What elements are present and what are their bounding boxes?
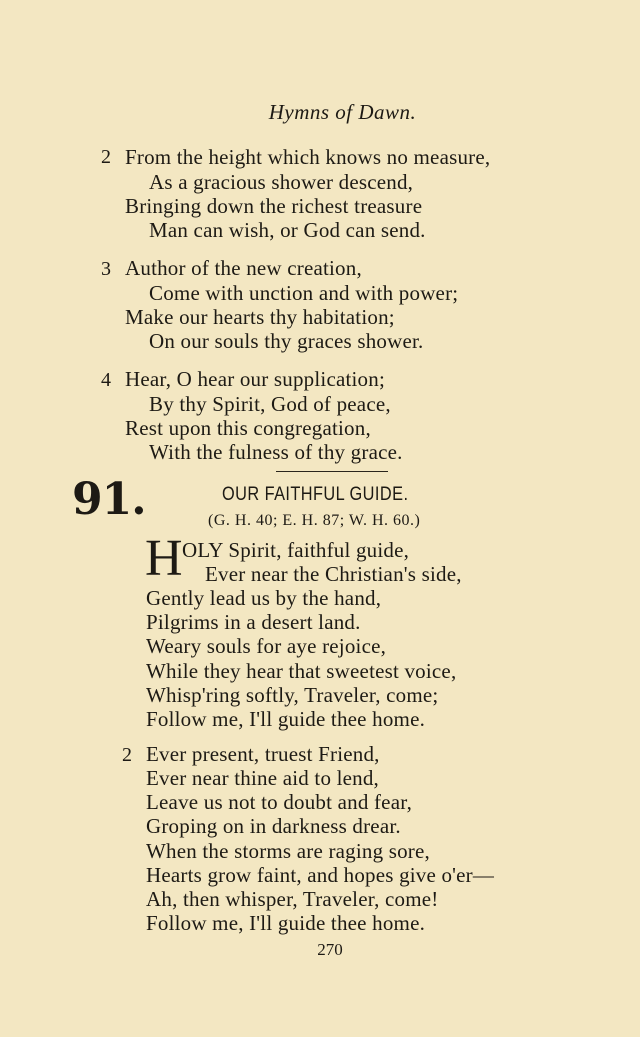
verse-line: Leave us not to doubt and fear, <box>146 790 413 814</box>
verse-line: Author of the new creation, <box>125 256 362 280</box>
verse-line: Pilgrims in a desert land. <box>146 610 361 634</box>
hymn-title: OUR FAITHFUL GUIDE. <box>222 484 409 505</box>
verse-line: Man can wish, or God can send. <box>149 218 426 242</box>
verse-line: Ah, then whisper, Traveler, come! <box>146 887 439 911</box>
verse-line: Ever near thine aid to lend, <box>146 766 380 790</box>
drop-cap: H <box>145 530 183 587</box>
verse-line: Follow me, I'll guide thee home. <box>146 707 426 731</box>
verse-line: Hear, O hear our supplication; <box>125 367 385 391</box>
verse-line: By thy Spirit, God of peace, <box>149 392 391 416</box>
verse-number: 4 <box>101 369 111 391</box>
verse-line: Come with unction and with power; <box>149 281 459 305</box>
verse-line: On our souls thy graces shower. <box>149 329 424 353</box>
running-header: Hymns of Dawn. <box>268 100 417 124</box>
verse-line: Gently lead us by the hand, <box>146 586 382 610</box>
verse-line: Hearts grow faint, and hopes give o'er— <box>146 863 495 887</box>
verse-line: OLY Spirit, faithful guide, <box>182 538 410 562</box>
verse-line: With the fulness of thy grace. <box>149 440 403 464</box>
verse-line: Follow me, I'll guide thee home. <box>146 911 426 935</box>
verse-line: As a gracious shower descend, <box>149 170 414 194</box>
hymn-reference: (G. H. 40; E. H. 87; W. H. 60.) <box>208 512 421 529</box>
verse-line: Make our hearts thy habitation; <box>125 305 395 329</box>
hymn-number: 91. <box>72 474 146 525</box>
verse-line: Groping on in darkness drear. <box>146 814 401 838</box>
verse-line: Rest upon this congregation, <box>125 416 371 440</box>
verse-number: 2 <box>101 146 111 168</box>
section-divider <box>276 471 388 472</box>
verse-line: Weary souls for aye rejoice, <box>146 634 387 658</box>
verse-line: Bringing down the richest treasure <box>125 194 423 218</box>
verse-number: 3 <box>101 258 111 280</box>
verse-line: Ever present, truest Friend, <box>146 742 380 766</box>
verse-line: While they hear that sweetest voice, <box>146 659 457 683</box>
verse-number: 2 <box>122 744 132 766</box>
verse-line: Whisp'ring softly, Traveler, come; <box>146 683 439 707</box>
verse-line: When the storms are raging sore, <box>146 839 430 863</box>
verse-line: From the height which knows no measure, <box>125 145 491 169</box>
verse-line: Ever near the Christian's side, <box>205 562 462 586</box>
page-number: 270 <box>317 940 343 959</box>
